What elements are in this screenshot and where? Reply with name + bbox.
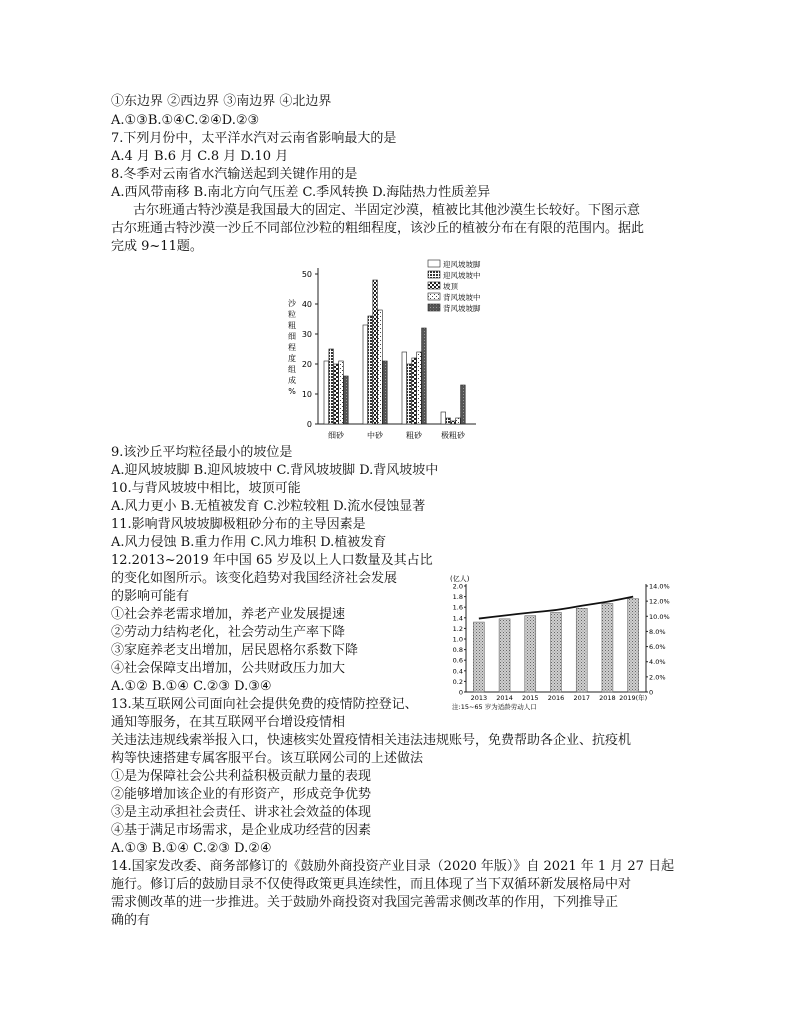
chart2-ytick-left: 0.6 [452,656,463,665]
chart1-bar [373,280,378,424]
q12-answers: A.①② B.①④ C.②③ D.③④ [111,679,272,694]
q12-stem-3: 的影响可能有 [111,589,190,604]
q12-option-1: ①社会养老需求增加，养老产业发展提速 [111,607,346,622]
chart1-ytick-label: 50 [301,270,312,279]
chart1-xtick-label: 极粗砂 [441,431,465,440]
chart1-xtick-label: 中砂 [367,431,383,440]
chart2-xtick-label: 2015 [522,694,539,702]
chart1-xtick-label: 细砂 [328,431,344,440]
chart1-bar [344,376,349,424]
chart2-ytick-left: 1.6 [452,603,463,612]
chart1-bar [378,310,383,424]
q6-options-line: ①东边界 ②西边界 ③南边界 ④北边界 [111,94,332,109]
passage-line-1: 古尔班通古特沙漠是我国最大的固定、半固定沙漠，植被比其他沙漠生长较好。下图示意 [133,203,641,218]
chart1-legend-swatch [428,260,440,267]
chart1-bar [461,385,466,424]
chart1-bar [417,352,422,424]
chart2-ytick-left: 2.0 [452,582,463,591]
chart2-ytick-right: 8.0% [649,627,666,636]
q8-answers: A.西风带南移 B.南北方向气压差 C.季风转换 D.海陆热力性质差异 [111,185,491,200]
q13-option-2: ②能够增加该企业的有形资产，形成竞争优势 [111,787,372,802]
chart1-bar [339,361,344,424]
chart2-ytick-right: 12.0% [649,597,670,606]
chart2-note: 注:15~65 岁为适龄劳动人口 [452,703,537,711]
q12-stem-2: 的变化如图所示。该变化趋势对我国经济社会发展 [111,571,398,586]
chart1-ytick-label: 20 [301,360,312,369]
chart1-ylabel-char: % [288,387,296,396]
chart1-bar [412,358,417,424]
q12-option-4: ④社会保障支出增加，公共财政压力加大 [111,661,346,676]
chart2-ytick-left: 1.0 [452,635,463,644]
chart1-bar [329,349,334,424]
chart1-bar [363,325,368,424]
q13-answers: A.①③ B.①④ C.②③ D.②④ [111,841,272,856]
chart1-ylabel-char: 度 [288,354,296,363]
q14-stem-4: 确的有 [111,913,151,928]
chart1-legend-label: 迎风坡坡中 [443,271,481,280]
chart2-xtick-label: 2014 [496,694,513,702]
q12-option-2: ②劳动力结构老化，社会劳动生产率下降 [111,625,346,640]
chart2-bar [551,613,562,693]
chart2-xtick-label: 2019(年) [619,694,648,702]
chart1-ylabel-char: 组 [288,365,296,374]
chart1-legend-label: 背风坡坡中 [443,293,481,302]
q14-stem-1: 14.国家发改委、商务部修订的《鼓励外商投资产业目录（2020 年版）》自 2021 年 1 月 27 日起 [111,859,675,874]
q7-stem: 7.下列月份中，太平洋水汽对云南省影响最大的是 [111,131,397,146]
q9-answers: A.迎风坡坡脚 B.迎风坡坡中 C.背风坡坡脚 D.背风坡坡中 [111,463,439,478]
sand-grain-bar-chart [280,256,580,448]
q8-stem: 8.冬季对云南省水汽输送起到关键作用的是 [111,167,358,182]
q14-stem-3: 需求侧改革的进一步推进。关于鼓励外商投资对我国完善需求侧改革的作用，下列推导正 [111,895,619,910]
chart2-ytick-right: 4.0% [649,658,666,667]
q13-stem-4: 构等快速搭建专属客服平台。该互联网公司的上述做法 [111,751,424,766]
chart1-bar [402,352,407,424]
passage-line-3: 完成 9~11题。 [111,239,203,254]
chart1-legend-label: 迎风坡坡脚 [443,260,481,269]
q6-answers-line: A.①③B.①④C.②④D.②③ [111,113,260,128]
q12-stem-1: 12.2013~2019 年中国 65 岁及以上人口数量及其占比 [111,553,433,568]
chart1-ylabel-char: 粒 [288,310,296,319]
chart1-ylabel-char: 细 [288,332,296,341]
q13-option-1: ①是为保障社会公共利益积极贡献力量的表现 [111,769,372,784]
chart2-ytick-right: 10.0% [649,612,670,621]
chart2-ytick-left: 0.2 [452,677,463,686]
chart1-legend-swatch [428,271,440,278]
chart1-ytick-label: 10 [301,390,312,399]
chart1-bar [446,418,451,424]
chart2-ytick-left: 1.2 [452,624,463,633]
chart2-ytick-left: 0.4 [452,667,463,676]
q13-option-4: ④基于满足市场需求，是企业成功经营的因素 [111,823,372,838]
chart2-bar [576,608,587,692]
q10-stem: 10.与背风坡坡中相比，坡顶可能 [111,481,301,496]
chart1-bar [441,412,446,424]
q13-stem-3: 关违法违规线索举报入口，快速核实处置疫情相关违法违规账号，免费帮助各企业、抗疫机 [111,733,632,748]
chart1-ylabel-char: 粗 [288,321,296,330]
chart2-ytick-left: 1.4 [452,614,463,623]
q13-stem-1: 13.某互联网公司面向社会提供免费的疫情防控登记、 [111,697,418,712]
chart2-xtick-label: 2016 [547,694,565,702]
chart2-xtick-label: 2017 [573,694,590,702]
chart2-xtick-label: 2013 [470,694,488,702]
chart2-bar [525,616,536,692]
chart1-bar [334,364,339,424]
chart2-xtick-label: 2018 [599,694,616,702]
chart2-bar [473,622,484,692]
chart1-legend-label: 背风坡坡脚 [443,304,481,313]
chart2-bar [628,599,639,692]
chart1-ytick-label: 30 [301,330,312,339]
chart2-ytick-right: 14.0% [649,582,670,591]
q13-option-3: ③是主动承担社会责任、讲求社会效益的体现 [111,805,372,820]
passage-line-2: 古尔班通古特沙漠一沙丘不同部位沙粒的粗细程度，该沙丘的植被分布在有限的范围内。据此 [111,221,645,236]
chart1-bar [368,316,373,424]
chart1-legend-swatch [428,293,440,300]
chart1-ylabel-char: 程 [288,343,296,352]
chart1-ytick-label: 40 [301,300,312,309]
chart1-ytick-label: 0 [306,420,312,429]
chart1-bar [422,328,427,424]
q7-answers: A.4 月 B.6 月 C.8 月 D.10 月 [111,149,289,164]
chart2-bar [602,603,613,692]
chart1-legend-swatch [428,282,440,289]
chart1-bar [456,418,461,424]
chart1-legend-label: 坡顶 [443,282,458,291]
q14-stem-2: 施行。修订后的鼓励目录不仅使得政策更具连续性，而且体现了当下双循环新发展格局中对 [111,877,632,892]
chart1-ylabel-char: 成 [288,376,296,385]
population-65-chart [440,572,672,714]
chart2-ytick-right: 6.0% [649,643,666,652]
q11-stem: 11.影响背风坡坡脚极粗砂分布的主导因素是 [111,517,366,532]
chart1-bar [324,361,329,424]
chart2-ytick-left: 0.8 [452,646,463,655]
chart2-ytick-left: 0 [458,688,463,697]
chart1-legend-swatch [428,304,440,311]
chart1-bar [451,421,456,424]
q12-option-3: ③家庭养老支出增加，居民恩格尔系数下降 [111,643,359,658]
chart1-xtick-label: 粗砂 [406,431,422,440]
chart2-ytick-right: 0 [649,688,654,697]
chart2-bar [499,619,510,692]
chart1-ylabel-char: 沙 [288,299,296,308]
chart2-ytick-right: 2.0% [649,673,666,682]
chart2-ytick-left: 1.8 [452,593,463,602]
chart2-ylabel: (亿人) [450,575,470,583]
chart1-bar [383,361,388,424]
q9-stem: 9.该沙丘平均粒径最小的坡位是 [111,445,293,460]
q11-answers: A.风力侵蚀 B.重力作用 C.风力堆积 D.植被发育 [111,535,387,550]
chart1-bar [407,364,412,424]
q10-answers: A.风力更小 B.无植被发育 C.沙粒较粗 D.流水侵蚀显著 [111,499,426,514]
q13-stem-2: 通知等服务，在其互联网平台增设疫情相 [111,715,346,730]
